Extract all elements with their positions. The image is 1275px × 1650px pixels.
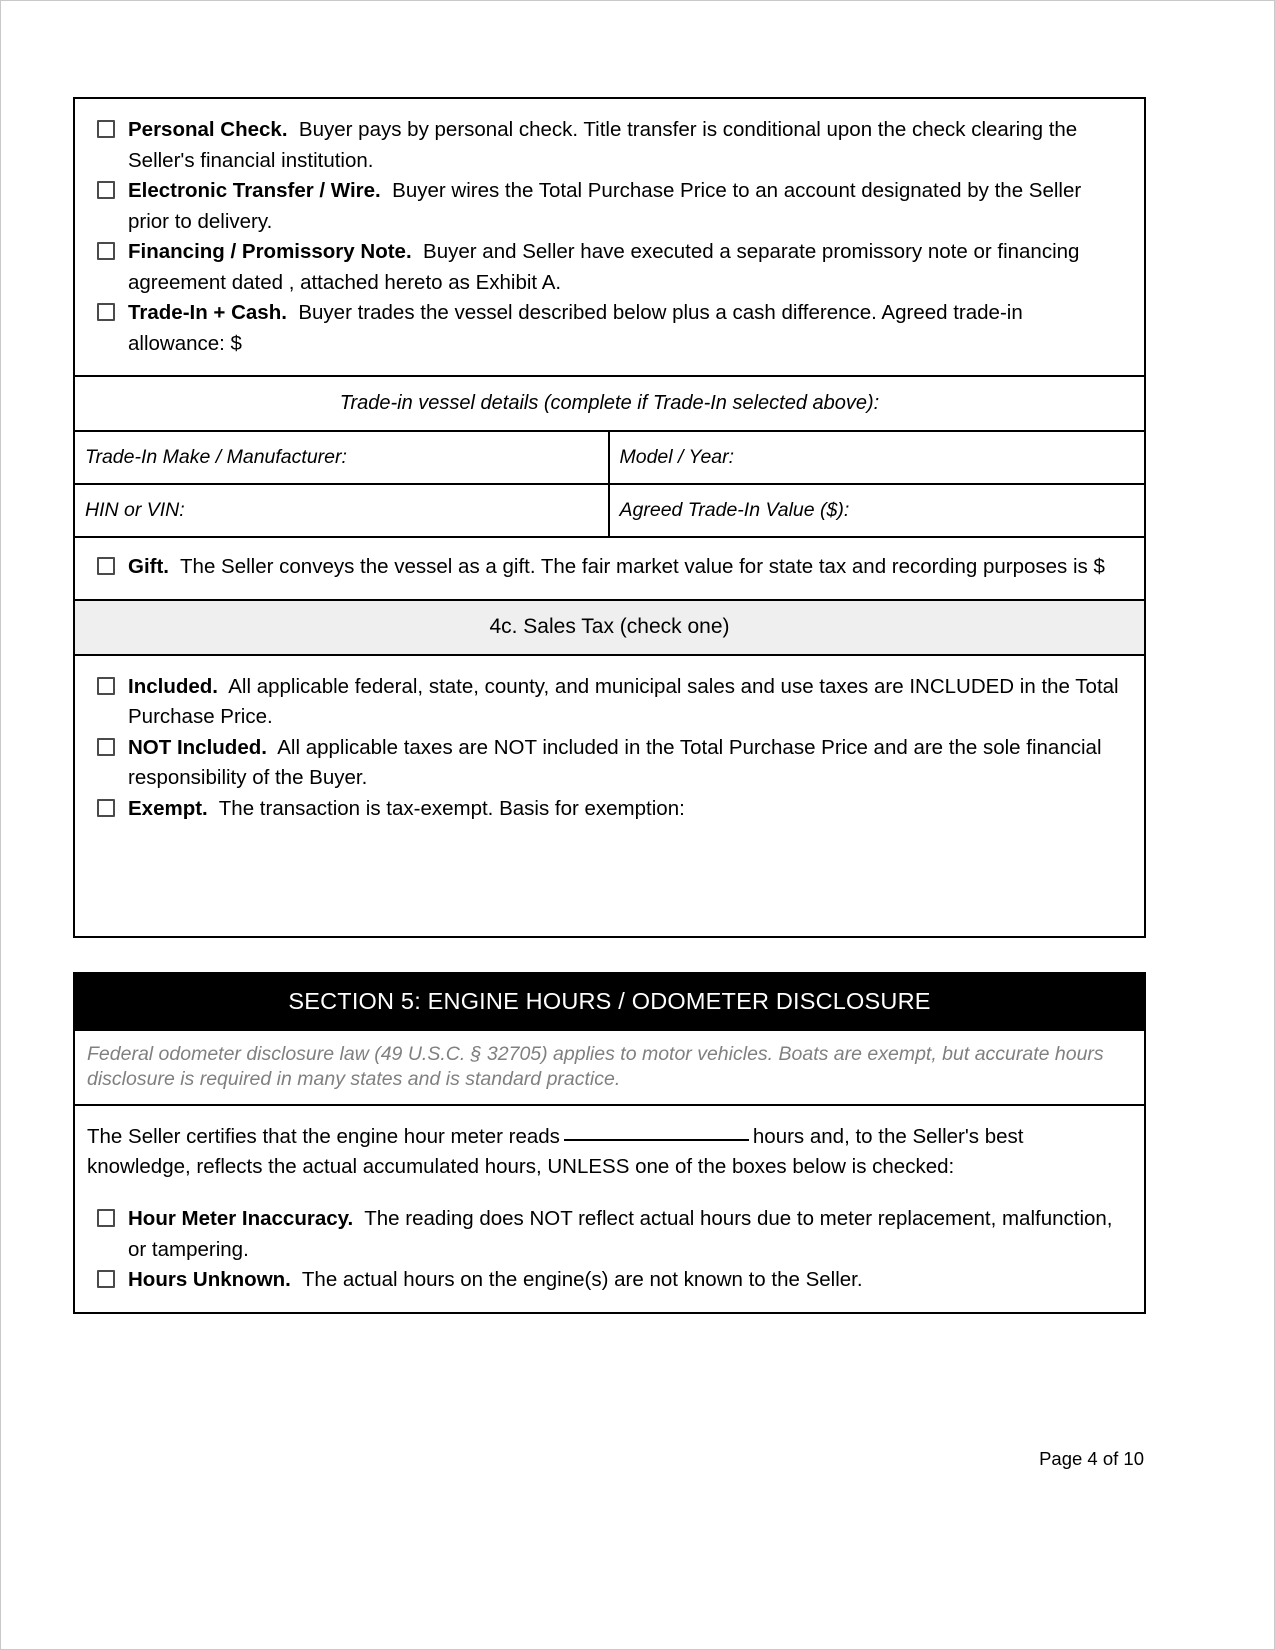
engine-hours-option-description: The actual hours on the engine(s) are not known to the Seller. [301, 1268, 863, 1291]
payment-option-text [128, 298, 1124, 359]
paragraph-spacer [87, 1182, 1124, 1204]
gift-option-section [75, 536, 1144, 599]
trade-in-caption: Trade-in vessel details (complete if Trade-In selected above): [75, 375, 1144, 430]
payment-option-label: Financing / Promissory Note. [128, 240, 412, 263]
sales-tax-option-not-included[interactable] [97, 733, 1124, 794]
sales-tax-option-list [75, 654, 1144, 937]
payment-option-text [128, 176, 1124, 237]
sales-tax-option-label: Included. [128, 674, 218, 698]
payment-option-description: Buyer trades the vessel described below plus a cash difference. Agreed trade-in allowance: $ [128, 301, 1023, 355]
certification-text-before: The Seller certifies that the engine hour meter reads [87, 1125, 560, 1148]
checkbox-icon[interactable] [97, 242, 115, 260]
checkbox-icon[interactable] [97, 677, 115, 695]
payment-option-text [128, 115, 1124, 176]
payment-and-tax-block [73, 97, 1146, 938]
payment-option-description: Buyer wires the Total Purchase Price to an account designated by the Seller prior to delivery. [128, 179, 1082, 233]
sales-tax-option-description: The transaction is tax-exempt. Basis for exemption: [218, 796, 685, 820]
checkbox-icon[interactable] [97, 557, 115, 575]
gift-option[interactable] [97, 552, 1124, 583]
sales-tax-option-description: All applicable taxes are NOT included in the Total Purchase Price and are the sole financial responsibility of the Buyer. [128, 735, 1102, 789]
payment-option-description: Buyer pays by personal check. Title transfer is conditional upon the check clearing the Seller's financial institution. [128, 118, 1078, 172]
gift-option-description: The Seller conveys the vessel as a gift. The fair market value for state tax and recording purposes is $ [180, 555, 1105, 578]
engine-hours-input-blank[interactable] [564, 1139, 749, 1141]
engine-hours-option-text [128, 1204, 1124, 1265]
trade-in-row-1 [75, 430, 1144, 483]
gift-option-label: Gift. [128, 555, 169, 578]
sales-tax-option-label: Exempt. [128, 796, 208, 820]
trade-in-make-field[interactable]: Trade-In Make / Manufacturer: [75, 432, 610, 483]
checkbox-icon[interactable] [97, 738, 115, 756]
engine-hours-certification-paragraph [87, 1122, 1124, 1182]
payment-option-financing[interactable] [97, 237, 1124, 298]
checkbox-icon[interactable] [97, 1270, 115, 1288]
engine-hours-option-text [128, 1265, 1124, 1296]
payment-option-label: Trade-In + Cash. [128, 301, 287, 324]
trade-in-hin-vin-field[interactable]: HIN or VIN: [75, 485, 610, 536]
sales-tax-option-text [128, 794, 1124, 825]
payment-option-label: Electronic Transfer / Wire. [128, 179, 381, 202]
payment-option-personal-check[interactable] [97, 115, 1124, 176]
trade-in-agreed-value-field[interactable]: Agreed Trade-In Value ($): [619, 499, 850, 521]
gift-option-text [128, 552, 1124, 583]
certification-text-after: hours and, to the Seller's best knowledge, reflects the actual accumulated hours, UNLESS one of the boxes below is checked: [87, 1125, 1024, 1178]
sales-tax-option-text [128, 672, 1124, 733]
section-gap [73, 938, 1146, 972]
sales-tax-option-label: NOT Included. [128, 735, 267, 759]
checkbox-icon[interactable] [97, 181, 115, 199]
checkbox-icon[interactable] [97, 799, 115, 817]
engine-hours-option-description: The reading does NOT reflect actual hours due to meter replacement, malfunction, or tampering. [128, 1207, 1113, 1261]
checkbox-icon[interactable] [97, 120, 115, 138]
engine-hours-option-meter-inaccuracy[interactable] [87, 1204, 1124, 1265]
payment-method-list [75, 99, 1144, 375]
checkbox-icon[interactable] [97, 1209, 115, 1227]
sales-tax-band-title: 4c. Sales Tax (check one) [75, 599, 1144, 654]
payment-option-text [128, 237, 1124, 298]
sales-tax-option-exempt[interactable] [97, 794, 1124, 825]
engine-hours-option-label: Hour Meter Inaccuracy. [128, 1207, 354, 1230]
engine-hours-option-hours-unknown[interactable] [87, 1265, 1124, 1296]
sales-tax-option-description: All applicable federal, state, county, and municipal sales and use taxes are INCLUDED in the Total Purchase Price. [128, 674, 1119, 728]
page-footer: Page 4 of 10 [1039, 1448, 1144, 1469]
sales-tax-option-text [128, 733, 1124, 794]
payment-option-trade-in-cash[interactable] [97, 298, 1124, 359]
section-5-block [73, 972, 1146, 1314]
payment-option-description: Buyer and Seller have executed a separate promissory note or financing agreement dated , attached hereto as Exhibit A. [128, 240, 1080, 294]
section-5-legal-note: Federal odometer disclosure law (49 U.S.C. § 32705) applies to motor vehicles. Boats are exempt, but accurate hours disclosure is required in many states and is standard practice. [75, 1031, 1144, 1106]
section-5-title: SECTION 5: ENGINE HOURS / ODOMETER DISCLOSURE [75, 974, 1144, 1031]
checkbox-icon[interactable] [97, 303, 115, 321]
trade-in-model-year-field[interactable]: Model / Year: [619, 446, 735, 468]
sales-tax-option-included[interactable] [97, 672, 1124, 733]
page-content [73, 1, 1146, 1650]
payment-option-label: Personal Check. [128, 118, 288, 141]
payment-option-electronic-transfer[interactable] [97, 176, 1124, 237]
engine-hours-option-label: Hours Unknown. [128, 1268, 291, 1291]
trade-in-row-2 [75, 483, 1144, 536]
section-5-body [75, 1106, 1144, 1312]
